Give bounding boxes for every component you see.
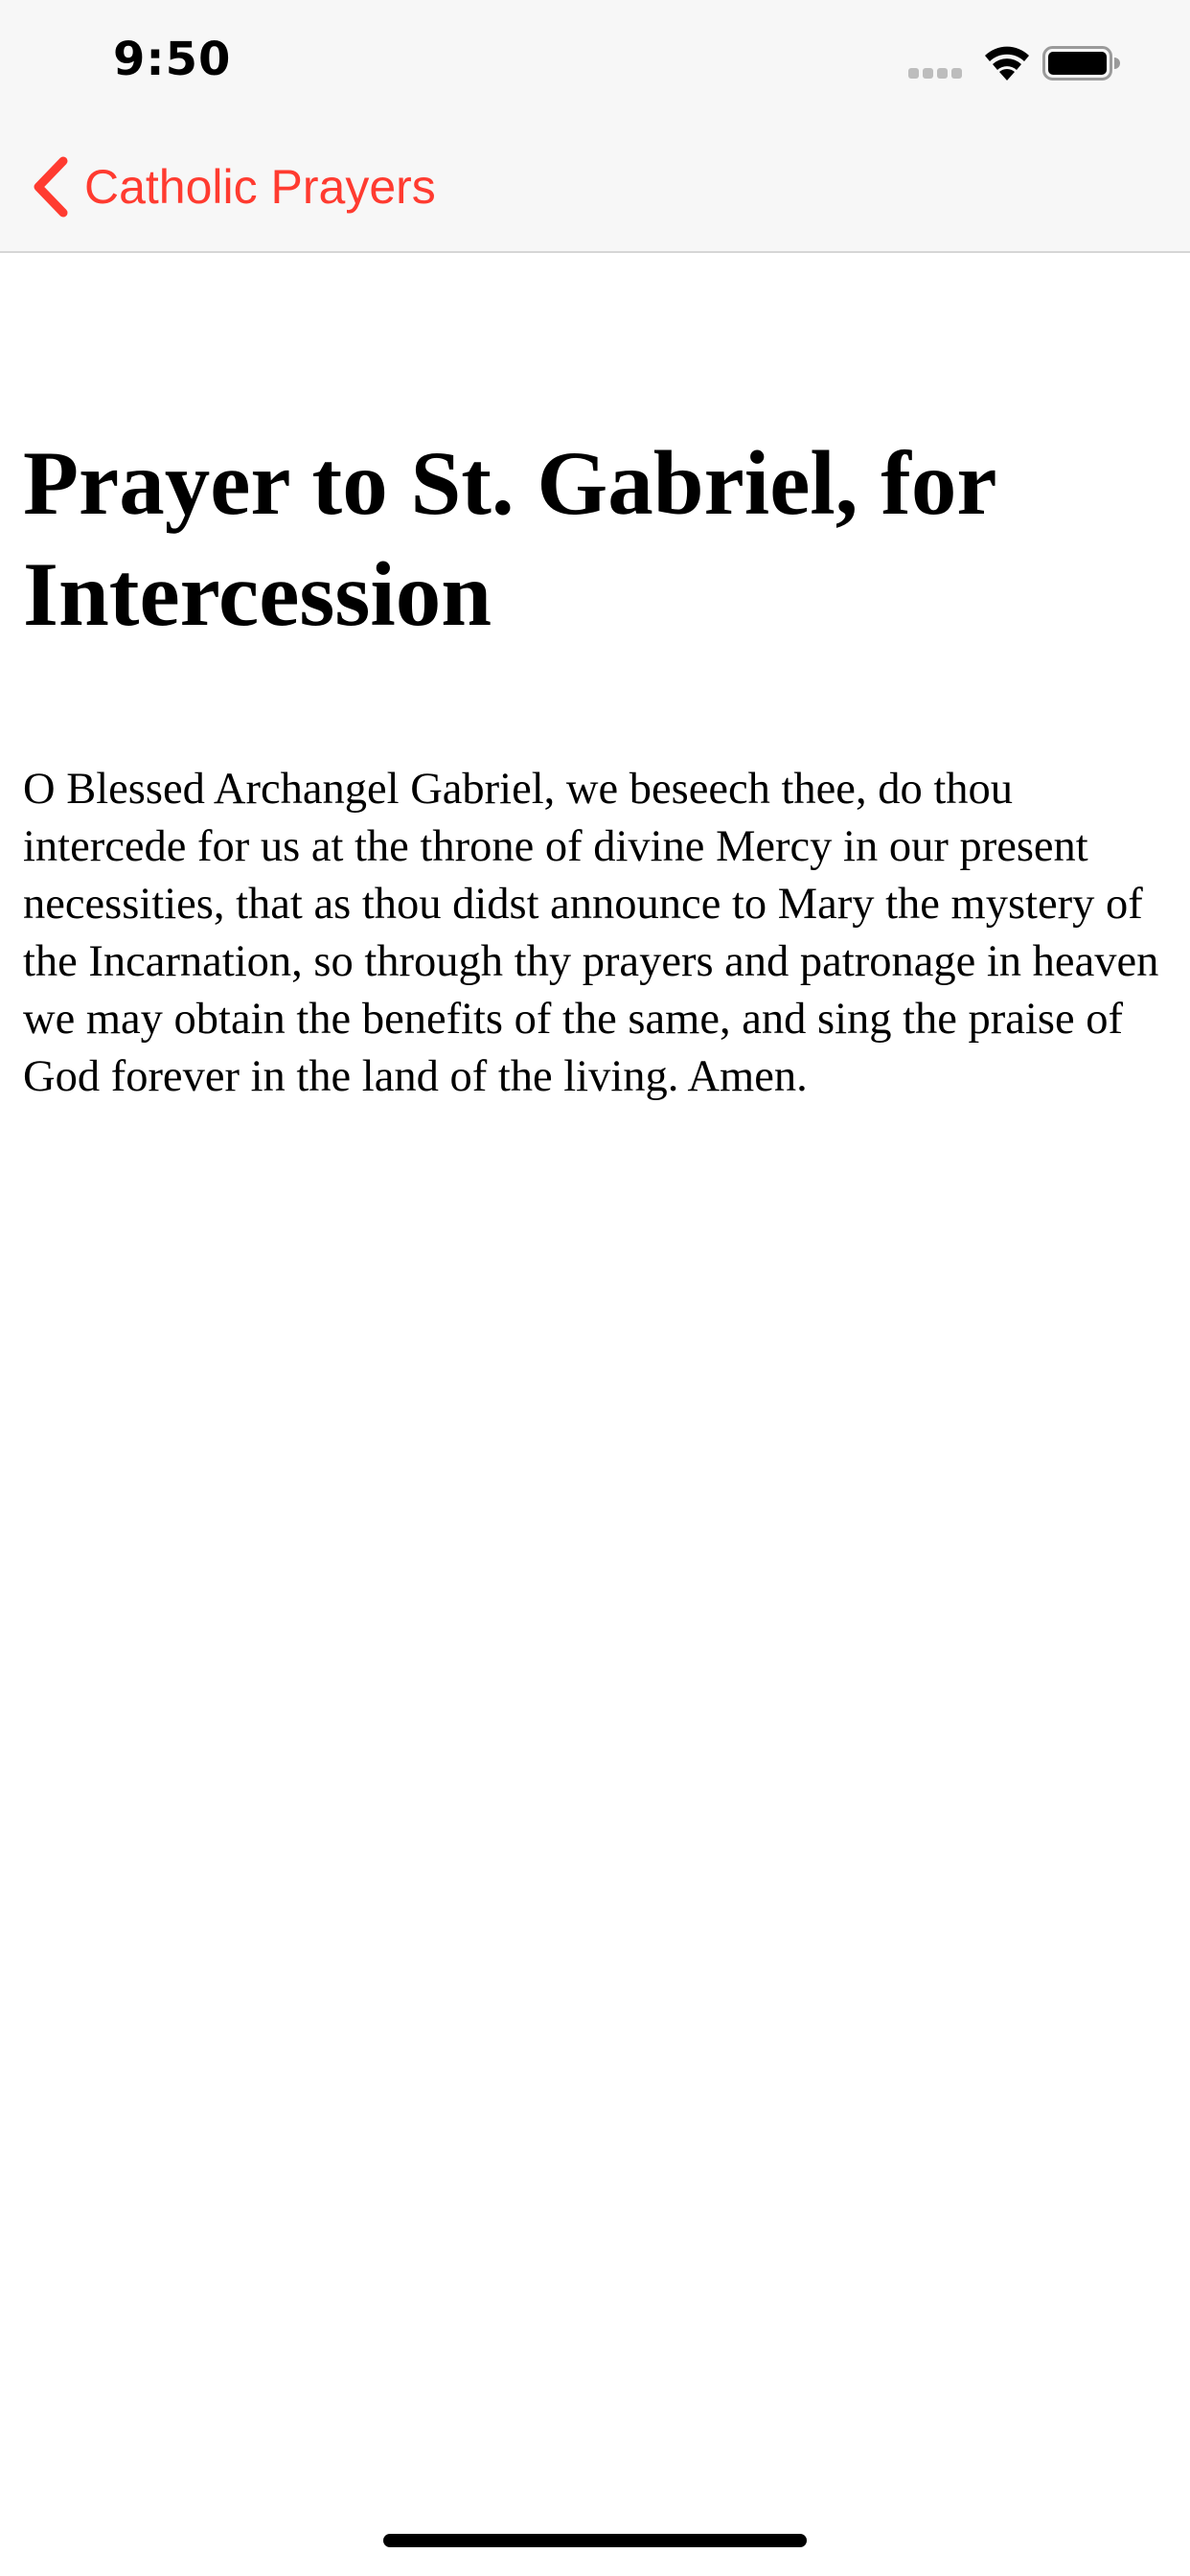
wifi-icon [983, 44, 1031, 82]
back-button[interactable] [29, 153, 436, 220]
home-indicator[interactable] [383, 2534, 807, 2547]
back-button-label: Catholic Prayers [84, 160, 436, 214]
status-icons [908, 42, 1129, 88]
battery-icon [1042, 46, 1121, 80]
prayer-title: Prayer to St. Gabriel, for Intercession [23, 432, 995, 645]
status-time: 9:50 [113, 33, 232, 86]
chevron-left-icon [29, 155, 71, 218]
navigation-bar [0, 0, 1190, 253]
signal-icon [908, 68, 966, 80]
prayer-body: O Blessed Archangel Gabriel, we beseech thee, do thou intercede for us at the throne of divine Mercy in our present necessities, that as thou didst announce to Mary the mystery of the Incarnation, so through thy prayers and patronage in heaven we may obtain the benefits of the same, and sing the praise of God forever in the land of the living. Amen. [23, 765, 1159, 1101]
